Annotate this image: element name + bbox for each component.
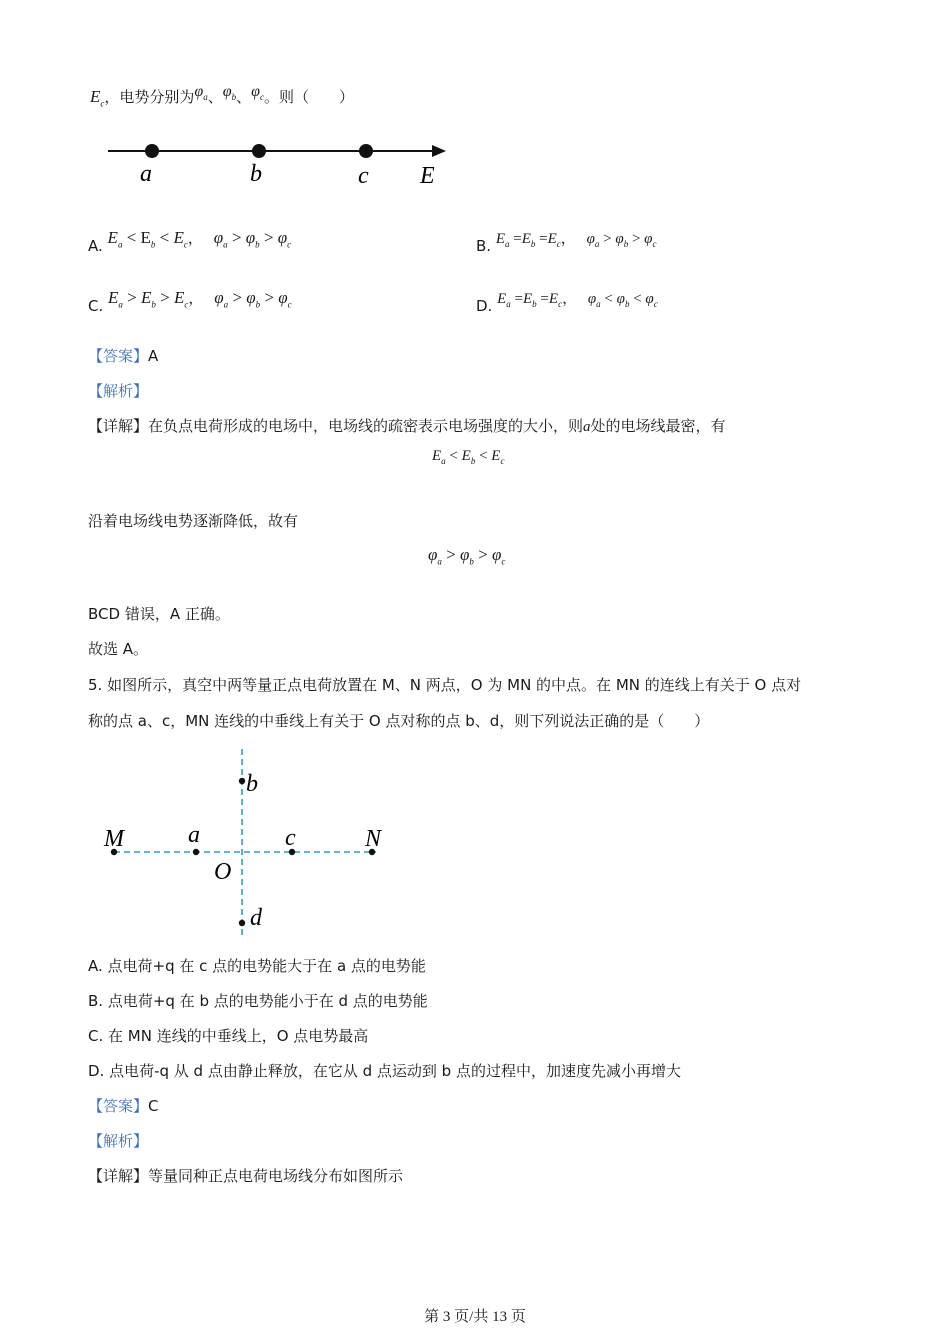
- page-footer: 第 3 页/共 13 页: [424, 1309, 526, 1325]
- q4-field-line-figure: [100, 135, 460, 195]
- q4-equation-field: $E_a < E_b < E_c$: [432, 448, 505, 466]
- answer-value: A: [148, 347, 159, 365]
- label-b: b: [246, 771, 258, 797]
- point-b: [252, 144, 266, 158]
- arrow-head-icon: [432, 145, 446, 157]
- point-a: [193, 849, 199, 855]
- q5-option-d[interactable]: D. 点电荷-q 从 d 点由静止释放，在它从 d 点运动到 b 点的过程中，加速度先减小再增大: [88, 1062, 681, 1080]
- q4-option-a[interactable]: A. $E_a < E_b < E_c$， $\varphi_a > \varphi_b > \varphi_c$: [88, 228, 292, 255]
- label-a: a: [140, 161, 152, 187]
- q4-stem: $E_c$，电势分别为$\varphi_a$、$\varphi_b$、$\varphi_c$。则（ ）: [90, 83, 355, 109]
- label-N: N: [365, 826, 382, 852]
- q5-analysis-tag: 【解析】: [88, 1132, 149, 1150]
- q4-option-c[interactable]: C. $E_a > E_b > E_c$， $\varphi_a > \varphi_b > \varphi_c$: [88, 288, 292, 315]
- label-E: E: [420, 163, 435, 189]
- q5-charges-figure: [100, 745, 400, 940]
- point-d: [239, 920, 245, 926]
- q5-option-b[interactable]: B. 点电荷+q 在 b 点的电势能小于在 d 点的电势能: [88, 992, 428, 1010]
- q5-option-a[interactable]: A. 点电荷+q 在 c 点的电势能大于在 a 点的电势能: [88, 957, 426, 975]
- q4-detail-2: 沿着电场线电势逐渐降低，故有: [88, 512, 299, 530]
- point-c: [359, 144, 373, 158]
- point-b: [239, 778, 245, 784]
- q5-detail: 【详解】等量同种正点电荷电场线分布如图所示: [88, 1167, 404, 1185]
- label-O: O: [214, 859, 232, 885]
- q5-stem-line-1: 5. 如图所示，真空中两等量正点电荷放置在 M、N 两点，O 为 MN 的中点。在 MN 的连线上有关于 O 点对: [88, 676, 802, 694]
- q5-stem-line-2: 称的点 a、c，MN 连线的中垂线上有关于 O 点对称的点 b、d，则下列说法正确的是（ ）: [88, 712, 710, 730]
- answer-tag: 【答案】: [88, 1097, 149, 1115]
- q4-analysis-tag: 【解析】: [88, 382, 149, 400]
- answer-tag: 【答案】: [88, 347, 149, 365]
- answer-value: C: [148, 1097, 159, 1115]
- label-M: M: [104, 826, 124, 852]
- point-a: [145, 144, 159, 158]
- label-c: c: [285, 825, 296, 851]
- q4-option-b[interactable]: B. $E_a =E_b =E_c$， $\varphi_a > \varphi_b > \varphi_c$: [476, 229, 657, 255]
- q4-detail: 【详解】在负点电荷形成的电场中，电场线的疏密表示电场强度的大小，则a处的电场线最密，有: [88, 417, 726, 435]
- label-c: c: [358, 163, 369, 189]
- q4-option-d[interactable]: D. $E_a =E_b =E_c$， $\varphi_a < \varphi_b < \varphi_c$: [476, 289, 658, 315]
- q5-option-c[interactable]: C. 在 MN 连线的中垂线上，O 点电势最高: [88, 1027, 369, 1045]
- q4-conclusion-2: 故选 A。: [88, 640, 149, 658]
- label-d: d: [250, 905, 262, 931]
- q4-conclusion-1: BCD 错误，A 正确。: [88, 605, 230, 623]
- label-b: b: [250, 161, 262, 187]
- q4-answer: [88, 345, 158, 366]
- q5-answer: [88, 1095, 159, 1116]
- q4-equation-potential: $\varphi_a > \varphi_b > \varphi_c$: [428, 545, 506, 567]
- label-a: a: [188, 822, 200, 848]
